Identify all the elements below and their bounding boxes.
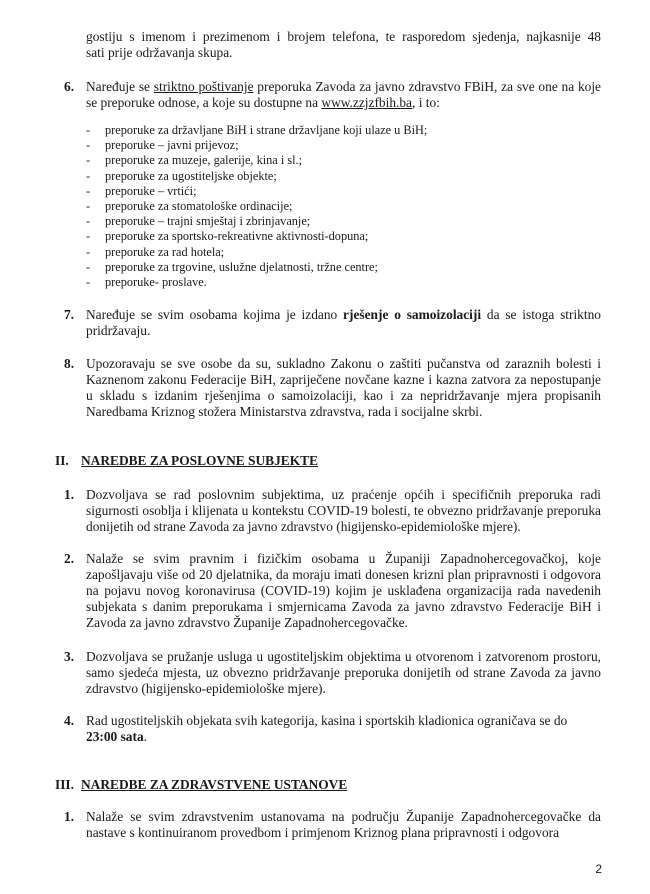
section-2-item-4-punct: . <box>143 729 148 744</box>
item-7-text <box>86 307 601 339</box>
section-3-roman: III. <box>55 777 74 792</box>
section-2-item-1-number: 1. <box>64 487 75 502</box>
section-2-item-2-text: Nalaže se svim pravnim i fizičkim osobama u Županiji Zapadnohercegovačkoj, koje zapošljavaju više od 20 djelatnika, da moraju imati donesen krizni plan pripravnosti i odgovora na pojavu novog koronavirusa (COVID-19) kojim je usklađena organizacija rada navedenih subjekata s danim preporukama i smjernicama Zavoda za javno zdravstvo Federacije BiH i Zavoda za javno zdravstvo Županije Zapadnohercegovačke. <box>86 551 601 630</box>
section-2-item-4-text <box>86 713 601 745</box>
continuation-line-2: sati prije održavanja skupa. <box>86 45 233 60</box>
section-2-heading <box>55 453 318 469</box>
item-6-underlined: striktno poštivanje <box>153 79 254 94</box>
section-2-item-3-text: Dozvoljava se pružanje usluga u ugostiteljskim objektima u otvorenom i zatvorenom prostoru, samo sjedeća mjesta, uz obvezno pridržavanje preporuka donijetih od strane Zavoda za javno zdravstvo (higijensko-epidemiološke mjere). <box>86 649 601 696</box>
section-2-item-4-bold: 23:00 sata <box>86 729 144 744</box>
item-6-text <box>86 79 601 111</box>
section-2-item-3-number: 3. <box>64 649 75 664</box>
continuation-paragraph <box>86 29 601 61</box>
recommendations-list <box>86 123 526 290</box>
page-number: 2 <box>595 862 602 876</box>
item-6-mid: preporuka Zavoda za javno zdravstvo FBiH, za sve one na koje se preporuke odnose, a koje su dostupne na <box>86 79 602 110</box>
section-2-title: NAREDBE ZA POSLOVNE SUBJEKTE <box>81 453 318 468</box>
continuation-line-1: gostiju s imenom i prezimenom i brojem telefona, te rasporedom sjedenja, najkasnije 48 <box>86 29 601 44</box>
list-item: - preporuke – vrtići; <box>86 184 526 199</box>
list-item: - preporuke – javni prijevoz; <box>86 138 526 153</box>
item-7-number: 7. <box>64 307 75 322</box>
list-item: - preporuke za muzeje, galerije, kina i sl.; <box>86 153 526 168</box>
list-item: - preporuke- proslave. <box>86 275 526 290</box>
list-item: - preporuke za ugostiteljske objekte; <box>86 169 526 184</box>
item-7-post: da se istoga striktno pridržavaju. <box>86 307 601 338</box>
item-6-number: 6. <box>64 79 75 94</box>
list-item: - preporuke za rad hotela; <box>86 245 526 260</box>
list-item: - preporuke za državljane BiH i strane državljane koji ulaze u BiH; <box>86 123 526 138</box>
list-item: - preporuke za trgovine, uslužne djelatnosti, tržne centre; <box>86 260 526 275</box>
item-6-post: , i to: <box>412 95 440 110</box>
item-6-pre: Naređuje se <box>86 79 154 94</box>
section-3-heading <box>55 777 347 793</box>
item-7-bold: rješenje o samoizolaciji <box>343 307 482 322</box>
section-2-item-1-text: Dozvoljava se rad poslovnim subjektima, uz praćenje općih i specifičnih preporuka radi sigurnosti osoblja i klijenata u kontekstu COVID-19 bolesti, te obvezno pridržavanje preporuka donijetih od strane Zavoda za javno zdravstvo (higijensko-epidemiološke mjere). <box>86 487 601 534</box>
item-8-text: Upozoravaju se sve osobe da su, sukladno Zakonu o zaštiti pučanstva od zaraznih bolesti i Kaznenom zakonu Federacije BiH, zapriječene novčane kazne i kazna zatvora za nepostupanje u skladu s izdanim rješenjima o samoizolaciji, kao i za nepridržavanje mjera propisanih Naredbama Kriznog stožera Ministarstva zdravstva, rada i socijalne skrbi. <box>86 356 601 419</box>
section-3-item-1-number: 1. <box>64 809 75 824</box>
section-2-roman: II. <box>55 453 69 468</box>
section-2-item-4-body: Rad ugostiteljskih objekata svih kategorija, kasina i sportskih kladionica ograničava se do <box>86 713 568 728</box>
section-2-item-4-number: 4. <box>64 713 75 728</box>
section-3-title: NAREDBE ZA ZDRAVSTVENE USTANOVE <box>81 777 348 792</box>
list-item: - preporuke za sportsko-rekreativne aktivnosti-dopuna; <box>86 229 526 244</box>
list-item: - preporuke za stomatološke ordinacije; <box>86 199 526 214</box>
section-3-item-1-text: Nalaže se svim zdravstvenim ustanovama na području Županije Zapadnohercegovačke da nastave s kontinuiranom provedbom i primjenom Kriznog plana pripravnosti i odgovora <box>86 809 601 840</box>
item-6-link[interactable]: www.zzjzfbih.ba <box>321 95 413 110</box>
item-8-number: 8. <box>64 356 75 371</box>
section-2-item-2-number: 2. <box>64 551 75 566</box>
list-item: - preporuke – trajni smještaj i zbrinjavanje; <box>86 214 526 229</box>
item-7-pre: Naređuje se svim osobama kojima je izdano <box>86 307 344 322</box>
